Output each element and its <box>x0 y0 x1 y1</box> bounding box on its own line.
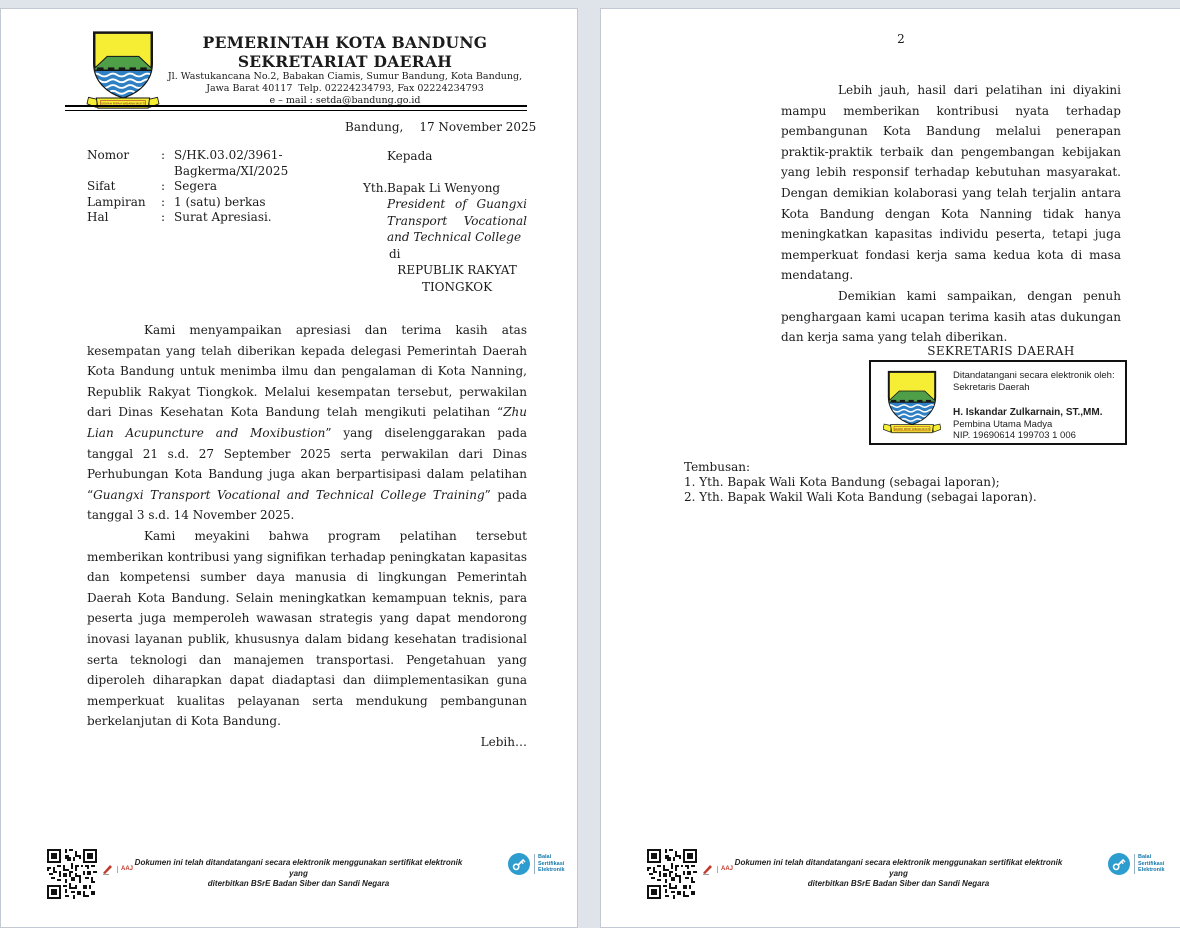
bsre-label-line: Elektronik <box>1138 867 1165 874</box>
footer-disclaimer <box>726 858 1071 890</box>
signature-line: Sekretaris Daerah <box>953 381 1030 393</box>
page-number: 2 <box>897 32 905 46</box>
meta-value: Surat Apresiasi. <box>174 210 272 224</box>
meta-colon: : <box>161 179 166 193</box>
bandung-crest-icon <box>85 29 161 111</box>
reference-block <box>87 148 310 226</box>
page-2 <box>600 8 1180 928</box>
recipient-name: Bapak Li Wenyong <box>387 180 501 195</box>
crest-motto: GEMAH RIPAH WIBAWA MUKTI <box>894 427 930 431</box>
letter-body <box>87 320 527 752</box>
aaj-mark-icon: AAJ <box>117 866 133 873</box>
body-paragraph: Demikian kami sampaikan, dengan penuh penghargaan kami ucapan terima kasih atas dukungan dan kerja sama yang telah diberikan. <box>781 288 1121 345</box>
paragraph-text: Kami menyampaikan apresiasi dan terima kasih atas kesempatan yang telah diberikan kepada delegasi Pemerintah Daerah Kota Bandung untuk menimba ilmu dan pengalaman di Kota Nanning, Republik Rakyat Tiongkok. Melalui kesempatan tersebut, perwakilan dari Dinas Kesehatan Kota Bandung telah mengikuti pelatihan “ <box>87 323 527 420</box>
meta-label: Sifat <box>87 179 116 193</box>
page-1 <box>0 8 578 928</box>
date-value: 17 November 2025 <box>419 120 537 134</box>
bsre-label-line: Balai <box>1138 854 1152 861</box>
signature-text <box>953 370 1119 442</box>
italic-phrase: Guangxi Transport Vocational and Technical College Training <box>93 487 485 502</box>
date-city: Bandung, <box>345 120 404 134</box>
kepada-label: Kepada <box>387 149 433 163</box>
bsre-label-line: Elektronik <box>538 867 565 874</box>
body-paragraph: Kami meyakini bahwa program pelatihan tersebut memberikan kontribusi yang signifikan terhadap peningkatan kapasitas dan kompetensi sumber daya manusia di lingkungan Pemerintah Daerah Kota Bandung. Selain meningkatkan kemampuan teknis, para peserta juga memperoleh wawasan strategis yang dapat mendorong inovasi layanan publik, khususnya dalam bidang kesehatan tradisional serta teknologi dan manajemen transportasi. Pengetahuan yang diperoleh diharapkan dapat diadaptasi dan diimplementasikan guna memperkuat kualitas pelayanan serta mendukung pembangunan berkelanjutan di Kota Bandung. <box>87 528 527 729</box>
bsre-logo <box>1107 852 1165 876</box>
aaj-mark-icon: AAJ <box>717 866 733 873</box>
bsre-logo <box>507 852 565 876</box>
di-label: di <box>389 246 401 261</box>
meta-label: Nomor <box>87 148 130 162</box>
body-paragraph <box>87 320 527 526</box>
address-line-2: Jawa Barat 40117 Telp. 02224234793, Fax 02224234793 <box>206 83 484 94</box>
recipient-title: President of Guangxi Transport Vocational and Technical College <box>387 197 527 244</box>
paragraph-text: ” yang diselenggarakan pada tanggal 21 s.d. 27 September 2025 serta perwakilan dari Dinas Perhubungan Kota Bandung juga akan berpartisipasi dalam pelatihan “ <box>87 425 527 502</box>
yth-label: Yth. <box>363 180 388 195</box>
meta-colon: : <box>161 210 166 224</box>
qr-code <box>647 849 697 899</box>
signature-line: Ditandatangani secara elektronik oleh: <box>953 370 1115 381</box>
meta-row-nomor <box>87 148 310 179</box>
paragraph-text: ” pada tanggal 3 s.d. 14 November 2025. <box>87 487 528 523</box>
signature-heading: SEKRETARIS DAERAH <box>927 344 1075 358</box>
esign-pen-icon <box>701 863 714 876</box>
tembusan-block <box>684 460 1037 505</box>
letterhead-rule <box>65 105 527 111</box>
signature-box <box>869 360 1127 445</box>
meta-colon: : <box>161 148 166 162</box>
meta-row-lampiran <box>87 195 310 211</box>
meta-label: Lampiran <box>87 194 146 209</box>
letterhead <box>161 33 529 107</box>
bsre-label-line: Balai <box>538 854 552 861</box>
bsre-label <box>534 854 565 874</box>
body-paragraph: Lebih jauh, hasil dari pelatihan ini diyakini mampu memberikan kontribusi nyata terhadap pembangunan Kota Bandung melalui penerapan praktik-praktik terbaik dan pengembangan kebijakan yang lebih responsif terhadap kebutuhan masyarakat. Dengan demikian kolaborasi yang telah terjalin antara Kota Bandung dengan Kota Nanning tidak hanya meningkatkan kapasitas individu peserta, tetapi juga memperkuat fondasi kerja sama kedua kota di masa mendatang. <box>781 83 1121 283</box>
letter-body <box>781 80 1121 348</box>
meta-row-sifat <box>87 179 310 195</box>
italic-phrase: Zhu Lian Acupuncture and Moxibustion <box>87 405 527 440</box>
footer-disclaimer <box>126 858 471 890</box>
footer-disclaimer-line1: Dokumen ini telah ditandatangani secara elektronik menggunakan sertifikat elektronik yang <box>134 858 463 878</box>
address-line-1: Jl. Wastukancana No.2, Babakan Ciamis, Sumur Bandung, Kota Bandung, <box>167 71 523 82</box>
meta-value: Segera <box>174 179 217 193</box>
meta-value: 1 (satu) berkas <box>174 194 266 209</box>
bsre-key-icon <box>1107 852 1131 876</box>
org-name: PEMERINTAH KOTA BANDUNG <box>202 33 488 52</box>
signatory-rank: Pembina Utama Madya <box>953 418 1053 430</box>
footer-disclaimer-line2: diterbitkan BSrE Badan Siber dan Sandi Negara <box>807 879 990 888</box>
qr-code <box>47 849 97 899</box>
tembusan-item: 2. Yth. Bapak Wakil Wali Kota Bandung (sebagai laporan). <box>684 490 1037 504</box>
bsre-label-line: Sertifikasi <box>538 860 565 867</box>
bsre-label <box>1134 854 1165 874</box>
bandung-crest-icon <box>883 368 941 436</box>
recipient-name-row <box>363 180 527 197</box>
bsre-label-line: Sertifikasi <box>1138 860 1165 867</box>
crest-motto: GEMAH RIPAH WIBAWA MUKTI <box>100 101 146 106</box>
meta-row-hal <box>87 210 310 226</box>
esign-pen-icon <box>101 863 114 876</box>
footer-disclaimer-line1: Dokumen ini telah ditandatangani secara elektronik menggunakan sertifikat elektronik yang <box>734 858 1063 878</box>
tembusan-heading: Tembusan: <box>684 460 751 474</box>
meta-value: S/HK.03.02/3961-Bagkerma/XI/2025 <box>174 148 289 178</box>
signatory-nip: NIP. 19690614 199703 1 006 <box>953 430 1076 441</box>
tembusan-item: 1. Yth. Bapak Wali Kota Bandung (sebagai laporan); <box>684 475 1000 489</box>
org-subname: SEKRETARIAT DAERAH <box>237 52 453 71</box>
recipient-block <box>363 148 527 295</box>
page-footer <box>1 847 577 919</box>
continuation-marker: Lebih… <box>480 734 527 749</box>
bsre-key-icon <box>507 852 531 876</box>
email-line: e – mail : setda@bandung.go.id <box>269 95 421 106</box>
signatory-name: H. Iskandar Zulkarnain, ST.,MM. <box>953 407 1103 418</box>
meta-label: Hal <box>87 210 109 224</box>
country-line: REPUBLIK RAKYAT <box>397 263 517 277</box>
date-line <box>345 120 536 134</box>
footer-disclaimer-line2: diterbitkan BSrE Badan Siber dan Sandi Negara <box>207 879 390 888</box>
page-footer <box>601 847 1180 919</box>
country-line: TIONGKOK <box>421 279 493 294</box>
meta-colon: : <box>161 194 166 209</box>
